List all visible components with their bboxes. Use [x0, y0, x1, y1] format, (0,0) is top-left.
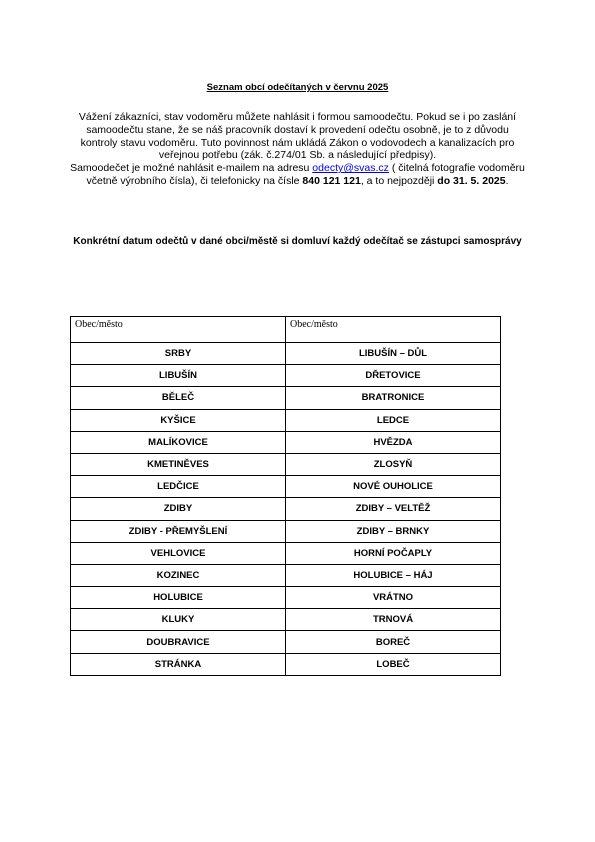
municipality-cell: ZDIBY - PŘEMYŠLENÍ	[71, 520, 286, 542]
municipality-cell: VRÁTNO	[286, 587, 501, 609]
municipality-cell: ZDIBY – BRNKY	[286, 520, 501, 542]
municipality-cell: BOREČ	[286, 631, 501, 653]
municipality-cell: HOLUBICE	[71, 587, 286, 609]
deadline: do 31. 5. 2025	[437, 174, 506, 187]
municipality-cell: LIBUŠÍN	[71, 365, 286, 387]
municipality-cell: ZDIBY	[71, 498, 286, 520]
table-row	[71, 365, 501, 387]
table-row	[71, 520, 501, 542]
municipality-cell: BRATRONICE	[286, 387, 501, 409]
table-row	[71, 498, 501, 520]
table-row	[71, 387, 501, 409]
table-row	[71, 542, 501, 564]
municipality-cell: BĚLEČ	[71, 387, 286, 409]
municipality-table	[70, 316, 501, 676]
municipality-cell: MALÍKOVICE	[71, 431, 286, 453]
column-header: Obec/město	[71, 317, 286, 343]
municipality-cell: LEDČICE	[71, 476, 286, 498]
table-header-row	[71, 317, 501, 343]
municipality-cell: KMETINĚVES	[71, 453, 286, 475]
table-body	[71, 343, 501, 676]
municipality-cell: LOBEČ	[286, 653, 501, 675]
municipality-cell: SRBY	[71, 343, 286, 365]
phone-number: 840 121 121	[302, 174, 361, 187]
table-row	[71, 564, 501, 586]
table-row	[71, 609, 501, 631]
municipality-cell: TRNOVÁ	[286, 609, 501, 631]
intro-text-5: .	[505, 174, 509, 187]
municipality-cell: HVĚZDA	[286, 431, 501, 453]
intro-text-4: , a to nejpozději	[360, 174, 438, 187]
schedule-note: Konkrétní datum odečtů v dané obci/městě si domluví každý odečítač se zástupci samosprávy	[73, 236, 522, 247]
municipality-cell: ZDIBY – VELTĚŽ	[286, 498, 501, 520]
table-row	[71, 631, 501, 653]
intro-text-1: Vážení zákazníci, stav vodoměru můžete nahlásit i formou samoodečtu. Pokud se i po zaslání samoodečtu stane, že se náš pracovník dostaví k provedení odečtu osobně, je to z důvodu kontroly stavu vodoměru. Tuto povinnost nám ukládá Zákon o vodovodech a kanalizacích pro veřejnou potřebu (zák. č.274/01 Sb. a následující předpisy).	[78, 111, 517, 162]
municipality-cell: KYŠICE	[71, 409, 286, 431]
table-row	[71, 453, 501, 475]
intro-paragraph	[70, 111, 525, 188]
page-title: Seznam obcí odečítaných v červnu 2025	[206, 82, 389, 93]
column-header: Obec/město	[286, 317, 501, 343]
municipality-cell: STRÁNKA	[71, 653, 286, 675]
email-link[interactable]: odecty@svas.cz	[312, 162, 389, 175]
table-row	[71, 431, 501, 453]
municipality-cell: LEDCE	[286, 409, 501, 431]
municipality-cell: VEHLOVICE	[71, 542, 286, 564]
municipality-cell: KOZINEC	[71, 564, 286, 586]
municipality-cell: DŘETOVICE	[286, 365, 501, 387]
intro-text-3: ( čitelná fotografie vodoměru včetně výrobního čísla), či telefonicky na čísle	[86, 162, 525, 187]
municipality-cell: KLUKY	[71, 609, 286, 631]
table-row	[71, 587, 501, 609]
municipality-cell: HOLUBICE – HÁJ	[286, 564, 501, 586]
intro-text-2: Samoodečet je možné nahlásit e-mailem na adresu	[70, 162, 313, 175]
table-row	[71, 476, 501, 498]
table-row	[71, 653, 501, 675]
municipality-cell: NOVÉ OUHOLICE	[286, 476, 501, 498]
municipality-cell: DOUBRAVICE	[71, 631, 286, 653]
table-row	[71, 343, 501, 365]
municipality-cell: ZLOSYŇ	[286, 453, 501, 475]
municipality-cell: LIBUŠÍN – DŮL	[286, 343, 501, 365]
municipality-cell: HORNÍ POČAPLY	[286, 542, 501, 564]
table-row	[71, 409, 501, 431]
